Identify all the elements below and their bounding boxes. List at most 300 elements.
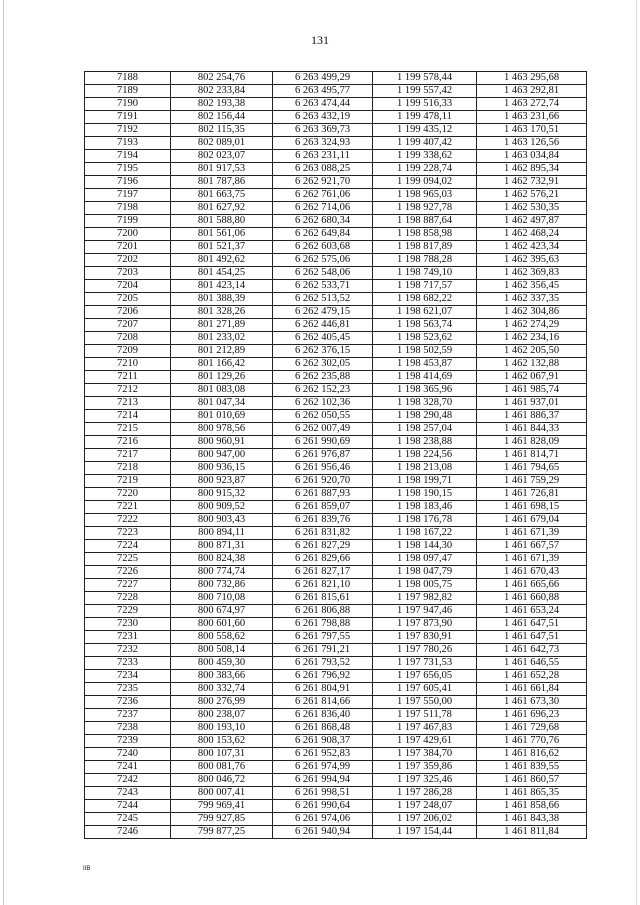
coord-1-cell: 800 007,41 (171, 787, 273, 800)
table-row (85, 553, 587, 566)
coord-3-cell: 1 198 965,03 (373, 189, 477, 202)
coord-1-cell: 800 915,32 (171, 488, 273, 501)
point-id-cell: 7211 (85, 371, 171, 384)
coord-1-cell: 800 153,62 (171, 735, 273, 748)
coord-2-cell: 6 261 806,88 (273, 605, 373, 618)
coord-2-cell: 6 261 974,99 (273, 761, 373, 774)
point-id-cell: 7232 (85, 644, 171, 657)
coord-2-cell: 6 261 796,92 (273, 670, 373, 683)
table-row (85, 800, 587, 813)
coord-4-cell: 1 461 759,29 (477, 475, 587, 488)
point-id-cell: 7231 (85, 631, 171, 644)
table-row (85, 150, 587, 163)
table-row (85, 644, 587, 657)
point-id-cell: 7218 (85, 462, 171, 475)
coord-4-cell: 1 461 770,76 (477, 735, 587, 748)
table-row (85, 137, 587, 150)
coord-1-cell: 801 388,39 (171, 293, 273, 306)
coord-2-cell: 6 261 798,88 (273, 618, 373, 631)
coord-1-cell: 801 492,62 (171, 254, 273, 267)
table-row (85, 293, 587, 306)
coord-4-cell: 1 461 985,74 (477, 384, 587, 397)
table-row (85, 774, 587, 787)
coord-1-cell: 799 927,85 (171, 813, 273, 826)
point-id-cell: 7229 (85, 605, 171, 618)
coord-3-cell: 1 198 144,30 (373, 540, 477, 553)
coord-4-cell: 1 461 671,39 (477, 553, 587, 566)
coord-2-cell: 6 263 474,44 (273, 98, 373, 111)
table-row (85, 189, 587, 202)
table-row (85, 735, 587, 748)
coord-2-cell: 6 262 050,55 (273, 410, 373, 423)
coord-1-cell: 801 521,37 (171, 241, 273, 254)
coord-3-cell: 1 199 435,12 (373, 124, 477, 137)
coord-4-cell: 1 461 660,88 (477, 592, 587, 605)
coord-4-cell: 1 462 067,91 (477, 371, 587, 384)
coord-3-cell: 1 199 557,42 (373, 85, 477, 98)
coord-4-cell: 1 461 828,09 (477, 436, 587, 449)
coord-4-cell: 1 463 272,74 (477, 98, 587, 111)
coord-2-cell: 6 261 908,37 (273, 735, 373, 748)
coord-3-cell: 1 197 467,83 (373, 722, 477, 735)
point-id-cell: 7246 (85, 826, 171, 839)
point-id-cell: 7237 (85, 709, 171, 722)
point-id-cell: 7236 (85, 696, 171, 709)
table-row (85, 605, 587, 618)
coord-4-cell: 1 461 726,81 (477, 488, 587, 501)
point-id-cell: 7190 (85, 98, 171, 111)
table-row (85, 826, 587, 839)
coord-2-cell: 6 262 921,70 (273, 176, 373, 189)
coord-3-cell: 1 198 365,96 (373, 384, 477, 397)
coord-4-cell: 1 462 423,34 (477, 241, 587, 254)
coord-2-cell: 6 261 829,66 (273, 553, 373, 566)
coord-3-cell: 1 198 682,22 (373, 293, 477, 306)
coord-1-cell: 802 156,44 (171, 111, 273, 124)
point-id-cell: 7223 (85, 527, 171, 540)
coord-4-cell: 1 461 647,51 (477, 618, 587, 631)
coord-2-cell: 6 261 827,17 (273, 566, 373, 579)
table-row (85, 579, 587, 592)
coord-1-cell: 801 129,26 (171, 371, 273, 384)
coord-1-cell: 800 238,07 (171, 709, 273, 722)
coord-1-cell: 800 383,66 (171, 670, 273, 683)
coord-1-cell: 801 166,42 (171, 358, 273, 371)
point-id-cell: 7209 (85, 345, 171, 358)
point-id-cell: 7224 (85, 540, 171, 553)
coord-1-cell: 799 969,41 (171, 800, 273, 813)
table-body (85, 72, 587, 839)
coord-1-cell: 800 558,62 (171, 631, 273, 644)
coord-2-cell: 6 261 831,82 (273, 527, 373, 540)
coord-1-cell: 800 871,31 (171, 540, 273, 553)
coord-2-cell: 6 261 859,07 (273, 501, 373, 514)
coord-2-cell: 6 262 376,15 (273, 345, 373, 358)
coord-3-cell: 1 197 731,53 (373, 657, 477, 670)
coord-1-cell: 802 254,76 (171, 72, 273, 85)
coord-3-cell: 1 197 873,90 (373, 618, 477, 631)
point-id-cell: 7200 (85, 228, 171, 241)
coord-4-cell: 1 461 642,73 (477, 644, 587, 657)
coord-4-cell: 1 461 667,57 (477, 540, 587, 553)
coord-2-cell: 6 261 990,64 (273, 800, 373, 813)
coord-4-cell: 1 461 937,01 (477, 397, 587, 410)
table-row (85, 423, 587, 436)
coord-3-cell: 1 198 167,22 (373, 527, 477, 540)
point-id-cell: 7210 (85, 358, 171, 371)
point-id-cell: 7192 (85, 124, 171, 137)
coord-1-cell: 801 787,86 (171, 176, 273, 189)
coord-4-cell: 1 461 729,68 (477, 722, 587, 735)
coord-2-cell: 6 263 324,93 (273, 137, 373, 150)
coord-3-cell: 1 197 605,41 (373, 683, 477, 696)
coord-4-cell: 1 462 895,34 (477, 163, 587, 176)
coord-3-cell: 1 197 325,46 (373, 774, 477, 787)
point-id-cell: 7238 (85, 722, 171, 735)
table-row (85, 436, 587, 449)
coord-1-cell: 801 047,34 (171, 397, 273, 410)
scan-edge-right (636, 0, 637, 905)
coord-2-cell: 6 261 974,06 (273, 813, 373, 826)
coord-1-cell: 800 332,74 (171, 683, 273, 696)
coord-4-cell: 1 461 673,30 (477, 696, 587, 709)
point-id-cell: 7242 (85, 774, 171, 787)
coord-1-cell: 800 824,38 (171, 553, 273, 566)
coord-2-cell: 6 262 714,06 (273, 202, 373, 215)
coord-3-cell: 1 198 199,71 (373, 475, 477, 488)
coord-3-cell: 1 198 328,70 (373, 397, 477, 410)
table-row (85, 111, 587, 124)
coord-3-cell: 1 198 290,48 (373, 410, 477, 423)
coord-4-cell: 1 461 679,04 (477, 514, 587, 527)
point-id-cell: 7198 (85, 202, 171, 215)
coord-2-cell: 6 263 499,29 (273, 72, 373, 85)
coord-2-cell: 6 261 815,61 (273, 592, 373, 605)
coord-4-cell: 1 461 814,71 (477, 449, 587, 462)
table-row (85, 462, 587, 475)
table-row (85, 527, 587, 540)
point-id-cell: 7191 (85, 111, 171, 124)
point-id-cell: 7188 (85, 72, 171, 85)
coord-3-cell: 1 198 224,56 (373, 449, 477, 462)
table-row (85, 631, 587, 644)
coord-1-cell: 800 978,56 (171, 423, 273, 436)
table-row (85, 410, 587, 423)
table-row (85, 98, 587, 111)
point-id-cell: 7206 (85, 306, 171, 319)
coord-4-cell: 1 463 292,81 (477, 85, 587, 98)
table-row (85, 670, 587, 683)
table-row (85, 696, 587, 709)
coord-2-cell: 6 262 575,06 (273, 254, 373, 267)
coord-3-cell: 1 198 858,98 (373, 228, 477, 241)
coord-2-cell: 6 261 814,66 (273, 696, 373, 709)
point-id-cell: 7219 (85, 475, 171, 488)
coord-2-cell: 6 262 235,88 (273, 371, 373, 384)
coord-2-cell: 6 263 231,11 (273, 150, 373, 163)
point-id-cell: 7220 (85, 488, 171, 501)
point-id-cell: 7207 (85, 319, 171, 332)
table-row (85, 618, 587, 631)
point-id-cell: 7228 (85, 592, 171, 605)
coord-4-cell: 1 462 576,21 (477, 189, 587, 202)
scan-edge-left (3, 0, 4, 905)
coord-1-cell: 801 454,25 (171, 267, 273, 280)
table-row (85, 709, 587, 722)
coord-4-cell: 1 461 794,65 (477, 462, 587, 475)
coord-2-cell: 6 261 920,70 (273, 475, 373, 488)
coord-2-cell: 6 261 994,94 (273, 774, 373, 787)
coord-2-cell: 6 261 797,55 (273, 631, 373, 644)
coord-3-cell: 1 198 257,04 (373, 423, 477, 436)
coord-3-cell: 1 197 154,44 (373, 826, 477, 839)
coord-4-cell: 1 461 671,39 (477, 527, 587, 540)
table-row (85, 540, 587, 553)
coord-4-cell: 1 462 369,83 (477, 267, 587, 280)
coord-3-cell: 1 199 407,42 (373, 137, 477, 150)
coord-1-cell: 800 459,30 (171, 657, 273, 670)
coord-1-cell: 800 923,87 (171, 475, 273, 488)
table-row (85, 176, 587, 189)
coord-4-cell: 1 461 653,24 (477, 605, 587, 618)
table-row (85, 514, 587, 527)
coord-3-cell: 1 197 384,70 (373, 748, 477, 761)
coord-3-cell: 1 198 238,88 (373, 436, 477, 449)
point-id-cell: 7245 (85, 813, 171, 826)
point-id-cell: 7222 (85, 514, 171, 527)
coord-4-cell: 1 461 698,15 (477, 501, 587, 514)
coord-1-cell: 800 894,11 (171, 527, 273, 540)
coord-3-cell: 1 198 788,28 (373, 254, 477, 267)
coord-1-cell: 800 732,86 (171, 579, 273, 592)
coord-2-cell: 6 261 887,93 (273, 488, 373, 501)
table-row (85, 397, 587, 410)
table-row (85, 722, 587, 735)
coord-3-cell: 1 199 338,62 (373, 150, 477, 163)
point-id-cell: 7193 (85, 137, 171, 150)
coord-4-cell: 1 462 205,50 (477, 345, 587, 358)
coord-1-cell: 800 193,10 (171, 722, 273, 735)
coord-3-cell: 1 197 550,00 (373, 696, 477, 709)
point-id-cell: 7234 (85, 670, 171, 683)
coord-3-cell: 1 197 780,26 (373, 644, 477, 657)
table-row (85, 592, 587, 605)
coord-4-cell: 1 462 468,24 (477, 228, 587, 241)
coord-3-cell: 1 197 830,91 (373, 631, 477, 644)
point-id-cell: 7221 (85, 501, 171, 514)
table-row (85, 228, 587, 241)
coord-2-cell: 6 261 976,87 (273, 449, 373, 462)
point-id-cell: 7199 (85, 215, 171, 228)
coord-2-cell: 6 263 432,19 (273, 111, 373, 124)
coord-3-cell: 1 198 183,46 (373, 501, 477, 514)
point-id-cell: 7202 (85, 254, 171, 267)
coord-1-cell: 800 710,08 (171, 592, 273, 605)
coord-2-cell: 6 261 940,94 (273, 826, 373, 839)
coord-4-cell: 1 463 170,51 (477, 124, 587, 137)
coord-2-cell: 6 263 369,73 (273, 124, 373, 137)
table-row (85, 358, 587, 371)
coord-1-cell: 801 010,69 (171, 410, 273, 423)
point-id-cell: 7244 (85, 800, 171, 813)
coord-4-cell: 1 461 844,33 (477, 423, 587, 436)
coord-3-cell: 1 197 286,28 (373, 787, 477, 800)
table-row (85, 475, 587, 488)
table-row (85, 332, 587, 345)
point-id-cell: 7241 (85, 761, 171, 774)
point-id-cell: 7227 (85, 579, 171, 592)
coord-3-cell: 1 199 094,02 (373, 176, 477, 189)
coord-2-cell: 6 262 761,06 (273, 189, 373, 202)
coord-3-cell: 1 198 414,69 (373, 371, 477, 384)
table-row (85, 163, 587, 176)
table-row (85, 241, 587, 254)
point-id-cell: 7214 (85, 410, 171, 423)
point-id-cell: 7213 (85, 397, 171, 410)
coord-3-cell: 1 197 248,07 (373, 800, 477, 813)
coord-1-cell: 801 561,06 (171, 228, 273, 241)
coord-4-cell: 1 462 395,63 (477, 254, 587, 267)
point-id-cell: 7217 (85, 449, 171, 462)
point-id-cell: 7215 (85, 423, 171, 436)
coord-3-cell: 1 198 097,47 (373, 553, 477, 566)
coord-1-cell: 800 947,00 (171, 449, 273, 462)
coord-4-cell: 1 461 665,66 (477, 579, 587, 592)
coord-2-cell: 6 262 533,71 (273, 280, 373, 293)
table-row (85, 566, 587, 579)
coord-3-cell: 1 198 453,87 (373, 358, 477, 371)
table-row (85, 761, 587, 774)
point-id-cell: 7239 (85, 735, 171, 748)
coord-4-cell: 1 462 234,16 (477, 332, 587, 345)
coord-4-cell: 1 463 034,84 (477, 150, 587, 163)
point-id-cell: 7194 (85, 150, 171, 163)
coord-1-cell: 801 917,53 (171, 163, 273, 176)
point-id-cell: 7240 (85, 748, 171, 761)
point-id-cell: 7230 (85, 618, 171, 631)
coord-3-cell: 1 197 206,02 (373, 813, 477, 826)
coord-1-cell: 801 588,80 (171, 215, 273, 228)
coord-3-cell: 1 198 621,07 (373, 306, 477, 319)
point-id-cell: 7226 (85, 566, 171, 579)
coord-2-cell: 6 262 649,84 (273, 228, 373, 241)
point-id-cell: 7212 (85, 384, 171, 397)
table-row (85, 124, 587, 137)
table-row (85, 488, 587, 501)
table-row (85, 501, 587, 514)
coord-2-cell: 6 262 446,81 (273, 319, 373, 332)
table-row (85, 345, 587, 358)
coord-3-cell: 1 198 005,75 (373, 579, 477, 592)
coord-3-cell: 1 197 947,46 (373, 605, 477, 618)
point-id-cell: 7233 (85, 657, 171, 670)
coord-2-cell: 6 262 152,23 (273, 384, 373, 397)
coord-4-cell: 1 461 696,23 (477, 709, 587, 722)
coord-2-cell: 6 261 956,46 (273, 462, 373, 475)
point-id-cell: 7208 (85, 332, 171, 345)
coord-3-cell: 1 197 982,82 (373, 592, 477, 605)
coord-4-cell: 1 461 816,62 (477, 748, 587, 761)
point-id-cell: 7225 (85, 553, 171, 566)
coord-2-cell: 6 262 302,05 (273, 358, 373, 371)
point-id-cell: 7196 (85, 176, 171, 189)
point-id-cell: 7195 (85, 163, 171, 176)
point-id-cell: 7201 (85, 241, 171, 254)
coord-1-cell: 801 423,14 (171, 280, 273, 293)
coord-4-cell: 1 461 886,37 (477, 410, 587, 423)
point-id-cell: 7235 (85, 683, 171, 696)
coord-1-cell: 801 233,02 (171, 332, 273, 345)
point-id-cell: 7205 (85, 293, 171, 306)
coord-1-cell: 800 046,72 (171, 774, 273, 787)
point-id-cell: 7216 (85, 436, 171, 449)
table-row (85, 280, 587, 293)
coord-1-cell: 800 601,60 (171, 618, 273, 631)
coord-1-cell: 800 081,76 (171, 761, 273, 774)
coord-1-cell: 801 212,89 (171, 345, 273, 358)
coord-3-cell: 1 197 429,61 (373, 735, 477, 748)
coord-2-cell: 6 261 804,91 (273, 683, 373, 696)
coord-4-cell: 1 462 337,35 (477, 293, 587, 306)
coord-2-cell: 6 262 603,68 (273, 241, 373, 254)
coord-1-cell: 802 089,01 (171, 137, 273, 150)
table-row (85, 787, 587, 800)
coord-3-cell: 1 198 047,79 (373, 566, 477, 579)
coord-2-cell: 6 261 827,29 (273, 540, 373, 553)
coord-4-cell: 1 461 646,55 (477, 657, 587, 670)
coord-2-cell: 6 263 495,77 (273, 85, 373, 98)
coord-4-cell: 1 461 647,51 (477, 631, 587, 644)
coord-2-cell: 6 262 102,36 (273, 397, 373, 410)
coord-4-cell: 1 461 661,84 (477, 683, 587, 696)
coord-1-cell: 801 627,92 (171, 202, 273, 215)
coord-3-cell: 1 198 523,62 (373, 332, 477, 345)
coord-3-cell: 1 198 213,08 (373, 462, 477, 475)
coord-3-cell: 1 198 502,59 (373, 345, 477, 358)
coord-1-cell: 800 909,52 (171, 501, 273, 514)
coord-4-cell: 1 461 839,55 (477, 761, 587, 774)
coord-2-cell: 6 261 836,40 (273, 709, 373, 722)
coord-1-cell: 802 193,38 (171, 98, 273, 111)
coord-4-cell: 1 462 304,86 (477, 306, 587, 319)
coord-3-cell: 1 199 578,44 (373, 72, 477, 85)
coord-4-cell: 1 462 356,45 (477, 280, 587, 293)
table-row (85, 85, 587, 98)
coord-2-cell: 6 262 680,34 (273, 215, 373, 228)
point-id-cell: 7204 (85, 280, 171, 293)
coord-1-cell: 802 023,07 (171, 150, 273, 163)
table-row (85, 319, 587, 332)
coord-4-cell: 1 462 530,35 (477, 202, 587, 215)
coord-2-cell: 6 262 513,52 (273, 293, 373, 306)
table-row (85, 215, 587, 228)
coord-2-cell: 6 261 990,69 (273, 436, 373, 449)
coord-1-cell: 801 328,26 (171, 306, 273, 319)
coord-3-cell: 1 199 478,11 (373, 111, 477, 124)
coord-1-cell: 801 083,08 (171, 384, 273, 397)
coord-1-cell: 801 663,75 (171, 189, 273, 202)
coord-3-cell: 1 199 228,74 (373, 163, 477, 176)
table-row (85, 254, 587, 267)
coord-3-cell: 1 197 359,86 (373, 761, 477, 774)
coord-1-cell: 800 508,14 (171, 644, 273, 657)
coord-1-cell: 799 877,25 (171, 826, 273, 839)
coord-3-cell: 1 198 563,74 (373, 319, 477, 332)
coord-2-cell: 6 261 868,48 (273, 722, 373, 735)
coord-4-cell: 1 463 295,68 (477, 72, 587, 85)
coord-1-cell: 800 960,91 (171, 436, 273, 449)
table-row (85, 449, 587, 462)
